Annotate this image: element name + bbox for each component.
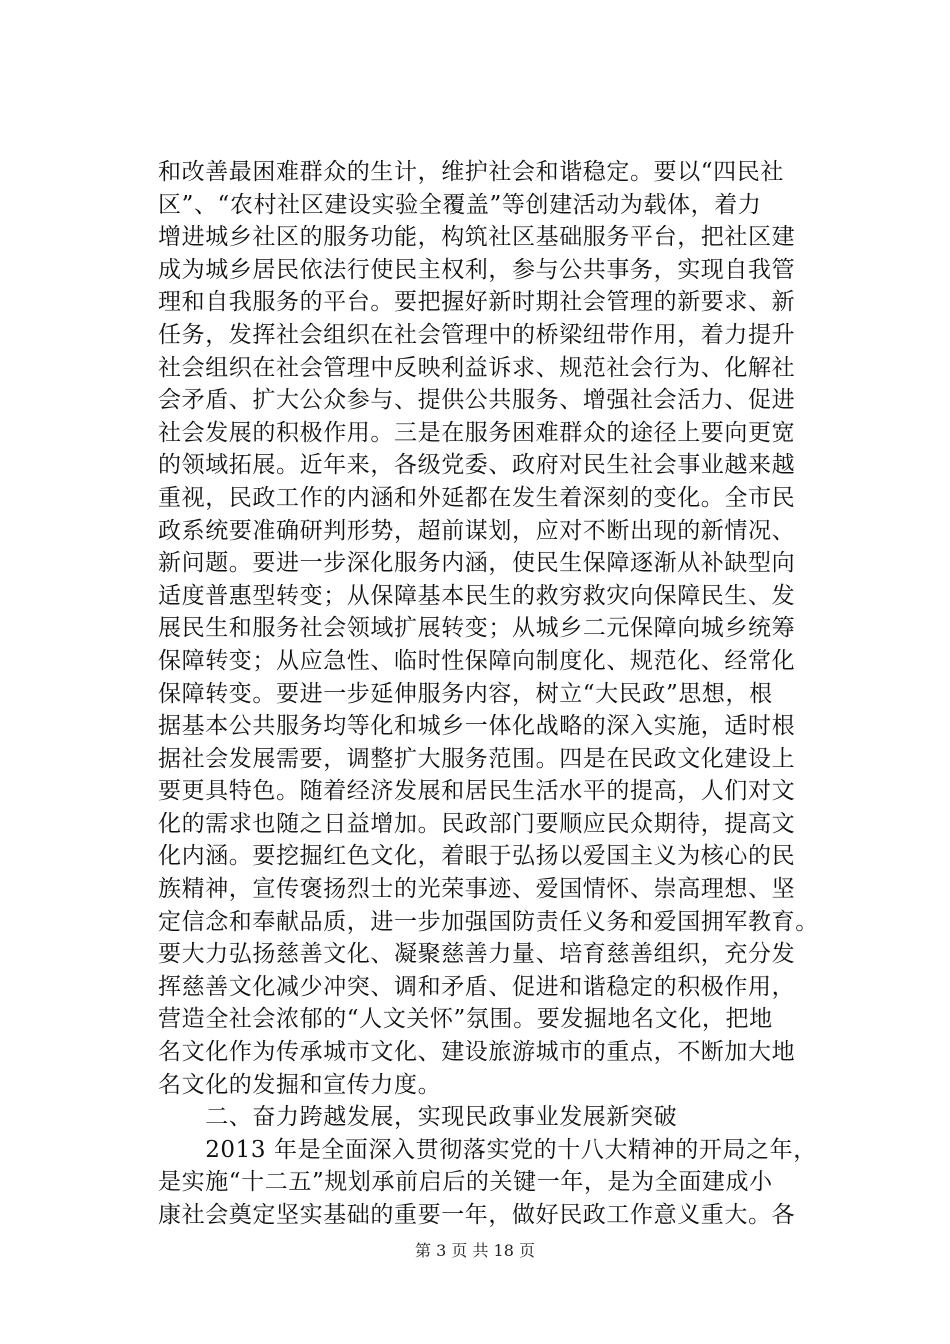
text-line: 增进城乡社区的服务功能，构筑社区基础服务平台，把社区建	[158, 224, 796, 251]
text-line: 名文化的发掘和宣传力度。	[158, 1071, 442, 1098]
text-line: 据基本公共服务均等化和城乡一体化战略的深入实施，适时根	[158, 713, 796, 740]
text-line: 营造全社会浓郁的“人文关怀”氛围。要发掘地名文化，把地	[158, 1006, 773, 1033]
text-line: 重视，民政工作的内涵和外延都在发生着深刻的变化。全市民	[158, 484, 796, 511]
text-line: 的领域拓展。近年来，各级党委、政府对民生社会事业越来越	[158, 452, 796, 479]
text-line: 化的需求也随之日益增加。民政部门要顺应民众期待，提高文	[158, 810, 796, 837]
text-line: 社会组织在社会管理中反映利益诉求、规范社会行为、化解社	[158, 354, 796, 381]
text-line: 要更具特色。随着经济发展和居民生活水平的提高，人们对文	[158, 778, 796, 805]
text-line: 适度普惠型转变；从保障基本民生的救穷救灾向保障民生、发	[158, 582, 796, 609]
body-text	[158, 156, 838, 1232]
text-line: 据社会发展需要，调整扩大服务范围。四是在民政文化建设上	[158, 745, 796, 772]
text-line: 保障转变；从应急性、临时性保障向制度化、规范化、经常化	[158, 647, 796, 674]
text-line: 和改善最困难群众的生计，维护社会和谐稳定。要以“四民社	[158, 159, 784, 185]
text-line: 化内涵。要挖掘红色文化，着眼于弘扬以爱国主义为核心的民	[158, 843, 796, 870]
text-line: 保障转变。要进一步延伸服务内容，树立“大民政”思想，根	[158, 680, 773, 707]
text-line: 政系统要准确研判形势，超前谋划，应对不断出现的新情况、	[158, 517, 796, 544]
text-line: 社会发展的积极作用。三是在服务困难群众的途径上要向更宽	[158, 419, 796, 446]
text-line: 区”、“农村社区建设实验全覆盖”等创建活动为载体，着力	[158, 191, 762, 218]
text-line: 康社会奠定坚实基础的重要一年，做好民政工作意义重大。各	[158, 1202, 796, 1228]
text-line: 2013 年是全面深入贯彻落实党的十八大精神的开局之年，	[158, 1136, 817, 1163]
text-line: 任务，发挥社会组织在社会管理中的桥梁纽带作用，着力提升	[158, 321, 796, 348]
text-line: 要大力弘扬慈善文化、凝聚慈善力量、培育慈善组织，充分发	[158, 941, 796, 968]
text-line: 定信念和奉献品质，进一步加强国防责任义务和爱国拥军教育。	[158, 908, 819, 935]
text-line: 名文化作为传承城市文化、建设旅游城市的重点，不断加大地	[158, 1039, 796, 1066]
text-line: 是实施“十二五”规划承前启后的关键一年，是为全面建成小	[158, 1169, 773, 1196]
text-line: 理和自我服务的平台。要把握好新时期社会管理的新要求、新	[158, 289, 796, 316]
section-heading: 二、奋力跨越发展，实现民政事业发展新突破	[158, 1104, 678, 1131]
text-line: 新问题。要进一步深化服务内涵，使民生保障逐渐从补缺型向	[158, 550, 796, 577]
text-line: 展民生和服务社会领域扩展转变；从城乡二元保障向城乡统筹	[158, 615, 796, 642]
text-line: 会矛盾、扩大公众参与、提供公共服务、增强社会活力、促进	[158, 387, 796, 414]
page-footer: 第 3 页 共 18 页	[415, 1241, 535, 1260]
text-line: 挥慈善文化减少冲突、调和矛盾、促进和谐稳定的积极作用，	[158, 973, 796, 1000]
text-line: 成为城乡居民依法行使民主权利，参与公共事务，实现自我管	[158, 256, 796, 283]
text-line: 族精神，宣传褒扬烈士的光荣事迹、爱国情怀、崇高理想、坚	[158, 876, 796, 903]
